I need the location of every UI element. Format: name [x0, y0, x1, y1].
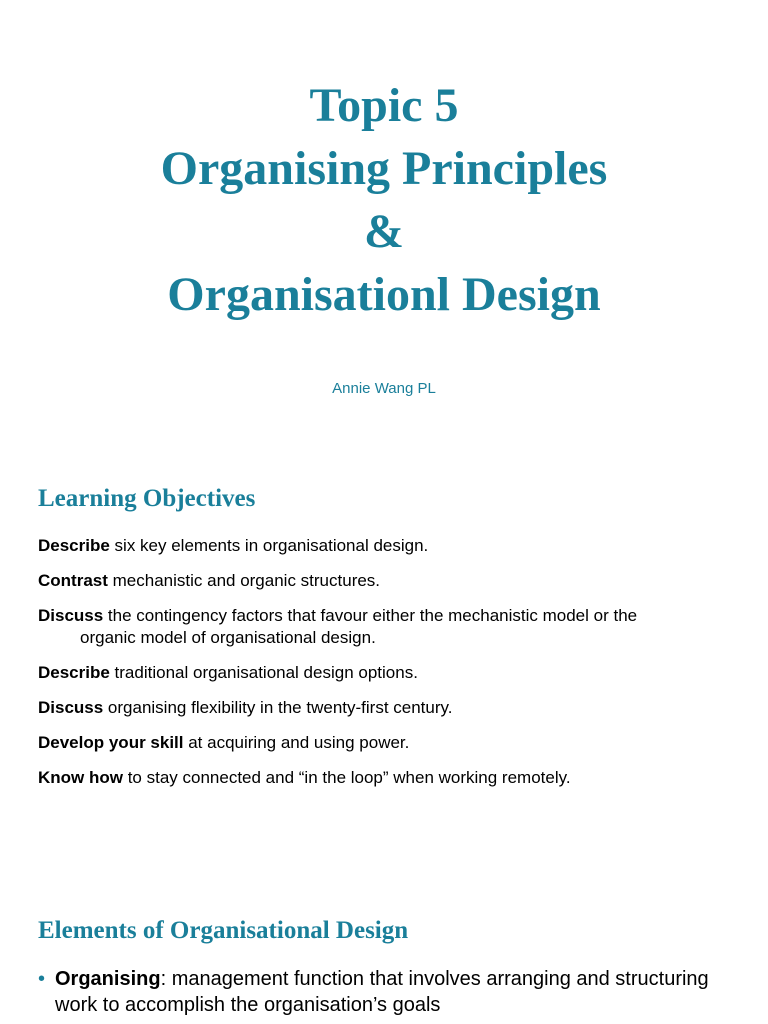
learning-objectives-heading: Learning Objectives [38, 485, 256, 512]
bullet-item [38, 966, 738, 1018]
elements-section-heading: Elements of Organisational Design [38, 917, 409, 944]
bullet-term: Organising [55, 968, 161, 990]
objective-text: mechanistic and organic structures. [107, 571, 381, 590]
objective-item [38, 662, 738, 684]
objective-text: the contingency factors that favour either the mechanistic model or the [103, 606, 638, 625]
objective-item [38, 605, 738, 649]
title-line-principles: Organising Principles [160, 142, 608, 195]
objective-text: organising flexibility in the twenty-first century. [103, 698, 453, 717]
title-line-ampersand: & [364, 205, 404, 258]
elements-bullet-list [38, 966, 738, 1018]
objective-text-continued: organic model of organisational design. [80, 628, 376, 647]
title-line-design: Organisationl Design [167, 268, 601, 321]
objective-text: to stay connected and “in the loop” when working remotely. [122, 768, 571, 787]
objective-text: traditional organisational design options. [109, 663, 418, 682]
objective-text: six key elements in organisational design. [109, 536, 429, 555]
bullet-dot-icon: • [38, 968, 46, 990]
author-name: Annie Wang PL [332, 380, 436, 397]
slide-title [0, 74, 768, 326]
title-line-topic: Topic 5 [309, 79, 459, 132]
objective-verb: Know how [38, 768, 123, 787]
objective-item [38, 732, 738, 754]
objective-verb: Discuss [38, 698, 104, 717]
objective-text: at acquiring and using power. [183, 733, 410, 752]
bullet-text: : management function that involves arranging and structuring work to accomplish the organisation’s goals [55, 968, 709, 1016]
objective-item [38, 767, 738, 789]
objective-verb: Discuss [38, 606, 104, 625]
objective-verb: Contrast [38, 571, 108, 590]
objective-item [38, 570, 738, 592]
objective-verb: Develop your skill [38, 733, 184, 752]
objective-item [38, 697, 738, 719]
objective-item [38, 535, 738, 557]
learning-objectives-list [38, 535, 738, 802]
objective-verb: Describe [38, 536, 110, 555]
objective-verb: Describe [38, 663, 110, 682]
